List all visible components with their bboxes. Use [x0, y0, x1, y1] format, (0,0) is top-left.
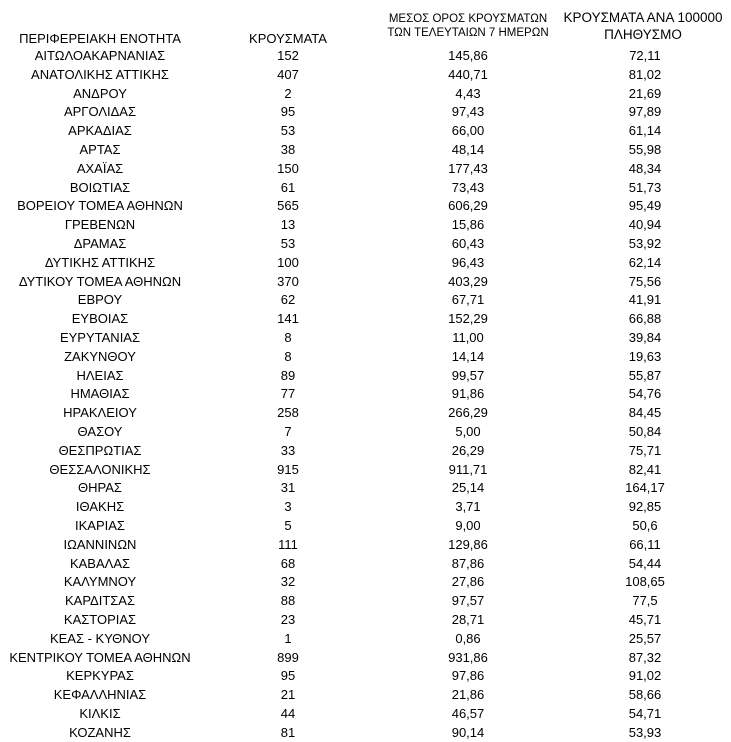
table-row [0, 724, 731, 742]
average-cell: 9,00 [455, 517, 481, 533]
average-cell: 96,43 [451, 254, 485, 270]
region-cell: ΘΑΣΟΥ [77, 423, 123, 439]
average-cell: 11,00 [452, 329, 484, 345]
per100k-cell: 97,89 [628, 104, 662, 120]
table-row [0, 141, 731, 160]
region-cell: ΖΑΚΥΝΘΟΥ [64, 348, 136, 364]
average-cell: 152,29 [448, 311, 488, 327]
table-row [0, 367, 731, 386]
table-row [0, 122, 731, 141]
region-cell: ΔΥΤΙΚΗΣ ΑΤΤΙΚΗΣ [44, 254, 156, 270]
header-average [378, 0, 558, 46]
region-cell: ΘΗΡΑΣ [78, 480, 122, 496]
cases-cell: 7 [284, 423, 292, 439]
region-cell: ΑΡΚΑΔΙΑΣ [68, 123, 132, 139]
average-cell: 403,29 [448, 273, 488, 289]
cases-cell: 21 [280, 687, 296, 703]
per100k-cell: 55,98 [628, 141, 662, 157]
region-cell: ΚΕΝΤΡΙΚΟΥ ΤΟΜΕΑ ΑΘΗΝΩΝ [9, 649, 191, 665]
table-row [0, 442, 731, 461]
table-row [0, 273, 731, 292]
cases-cell: 32 [280, 574, 296, 590]
per100k-cell: 108,65 [625, 574, 665, 590]
average-cell: 25,14 [451, 480, 485, 496]
average-cell: 14,14 [451, 348, 485, 364]
table-row [0, 85, 731, 104]
average-cell: 73,43 [451, 179, 485, 195]
region-cell: ΒΟΡΕΙΟΥ ΤΟΜΕΑ ΑΘΗΝΩΝ [17, 198, 183, 214]
average-cell: 5,00 [455, 423, 481, 439]
region-cell: ΚΕΑΣ - ΚΥΘΝΟΥ [49, 630, 151, 646]
table-row [0, 103, 731, 122]
per100k-cell: 77,5 [632, 593, 658, 609]
region-cell: ΗΛΕΙΑΣ [76, 367, 124, 383]
region-cell: ΚΑΛΥΜΝΟΥ [63, 574, 137, 590]
average-cell: 145,86 [448, 48, 488, 63]
cases-cell: 8 [284, 348, 292, 364]
table-row [0, 385, 731, 404]
cases-cell: 62 [280, 292, 296, 308]
average-cell: 28,71 [451, 611, 485, 627]
average-cell: 21,86 [451, 687, 485, 703]
table-row [0, 592, 731, 611]
average-cell: 66,00 [451, 123, 485, 139]
cases-cell: 1 [284, 630, 292, 646]
region-cell: ΑΧΑΪΑΣ [76, 160, 124, 176]
average-cell: 931,86 [448, 649, 488, 665]
table-row [0, 404, 731, 423]
region-cell: ΘΕΣΣΑΛΟΝΙΚΗΣ [49, 461, 151, 477]
cases-cell: 89 [280, 367, 296, 383]
region-cell: ΓΡΕΒΕΝΩΝ [64, 217, 136, 233]
per100k-cell: 50,6 [632, 517, 658, 533]
header-per100k [548, 0, 731, 46]
table-row [0, 66, 731, 85]
per100k-cell: 54,71 [628, 705, 662, 721]
region-cell: ΔΡΑΜΑΣ [73, 235, 127, 251]
average-cell: 27,86 [451, 574, 485, 590]
cases-cell: 899 [277, 649, 299, 665]
average-cell: 911,71 [448, 461, 488, 477]
region-cell: ΑΙΤΩΛΟΑΚΑΡΝΑΝΙΑΣ [34, 48, 166, 63]
per100k-cell: 41,91 [628, 292, 662, 308]
cases-cell: 915 [277, 461, 299, 477]
table-row [0, 235, 731, 254]
table-row [0, 197, 731, 216]
cases-cell: 31 [280, 480, 296, 496]
cases-cell: 8 [284, 329, 292, 345]
header-cases [228, 0, 348, 46]
header-per100k-line1: ΚΡΟΥΣΜΑΤΑ ΑΝΑ 100000 [563, 10, 723, 25]
table-row [0, 329, 731, 348]
header-cases-label: ΚΡΟΥΣΜΑΤΑ [249, 31, 327, 46]
table-row [0, 573, 731, 592]
table-row [0, 686, 731, 705]
average-cell: 440,71 [448, 66, 488, 82]
per100k-cell: 164,17 [625, 480, 665, 496]
region-cell: ΑΡΤΑΣ [79, 141, 121, 157]
cases-cell: 61 [280, 179, 296, 195]
header-average-line1: ΜΕΣΟΣ ΟΡΟΣ ΚΡΟΥΣΜΑΤΩΝ [388, 13, 548, 25]
per100k-cell: 61,14 [628, 123, 662, 139]
per100k-cell: 21,69 [628, 85, 662, 101]
table-row [0, 348, 731, 367]
per100k-cell: 50,84 [628, 423, 662, 439]
per100k-cell: 87,32 [628, 649, 662, 665]
per100k-cell: 84,45 [628, 405, 662, 421]
region-cell: ΚΑΒΑΛΑΣ [69, 555, 131, 571]
average-cell: 3,71 [455, 499, 481, 515]
cases-cell: 111 [278, 536, 298, 552]
per100k-cell: 54,44 [628, 555, 662, 571]
average-cell: 67,71 [451, 292, 485, 308]
cases-cell: 95 [280, 668, 296, 684]
average-cell: 129,86 [448, 536, 488, 552]
cases-cell: 5 [284, 517, 292, 533]
per100k-cell: 45,71 [628, 611, 662, 627]
per100k-cell: 40,94 [628, 217, 662, 233]
cases-cell: 141 [277, 311, 299, 327]
region-cell: ΗΜΑΘΙΑΣ [70, 386, 130, 402]
per100k-cell: 48,34 [628, 160, 662, 176]
cases-cell: 13 [280, 217, 296, 233]
cases-cell: 150 [277, 160, 299, 176]
region-cell: ΑΝΔΡΟΥ [73, 85, 127, 101]
table-body [0, 47, 731, 742]
per100k-cell: 19,63 [628, 348, 662, 364]
cases-cell: 44 [280, 705, 296, 721]
per100k-cell: 81,02 [628, 66, 662, 82]
region-cell: ΕΥΡΥΤΑΝΙΑΣ [59, 329, 141, 345]
table-row [0, 47, 731, 66]
table-row [0, 160, 731, 179]
cases-cell: 2 [284, 85, 292, 101]
average-cell: 0,86 [455, 630, 481, 646]
region-cell: ΒΟΙΩΤΙΑΣ [69, 179, 131, 195]
per100k-cell: 75,71 [628, 442, 662, 458]
per100k-cell: 54,76 [628, 386, 662, 402]
header-region-label: ΠΕΡΙΦΕΡΕΙΑΚΗ ΕΝΟΤΗΤΑ [19, 31, 181, 46]
per100k-cell: 75,56 [628, 273, 662, 289]
table-row [0, 649, 731, 668]
region-cell: ΙΩΑΝΝΙΝΩΝ [63, 536, 137, 552]
cases-cell: 33 [280, 442, 296, 458]
per100k-cell: 25,57 [628, 630, 662, 646]
region-cell: ΔΥΤΙΚΟΥ ΤΟΜΕΑ ΑΘΗΝΩΝ [18, 273, 182, 289]
table-row [0, 611, 731, 630]
cases-cell: 77 [280, 386, 296, 402]
header-average-line2: ΤΩΝ ΤΕΛΕΥΤΑΙΩΝ 7 ΗΜΕΡΩΝ [387, 27, 549, 39]
cases-cell: 370 [277, 273, 299, 289]
region-cell: ΕΒΡΟΥ [77, 292, 123, 308]
per100k-cell: 95,49 [628, 198, 662, 214]
per100k-cell: 66,88 [628, 311, 662, 327]
region-cell: ΚΕΦΑΛΛΗΝΙΑΣ [53, 687, 147, 703]
average-cell: 4,43 [455, 85, 481, 101]
region-cell: ΙΘΑΚΗΣ [75, 499, 125, 515]
cases-cell: 53 [280, 235, 296, 251]
per100k-cell: 91,02 [628, 668, 662, 684]
average-cell: 97,57 [451, 593, 485, 609]
average-cell: 97,86 [451, 668, 485, 684]
average-cell: 177,43 [448, 160, 488, 176]
cases-cell: 88 [280, 593, 296, 609]
average-cell: 266,29 [448, 405, 488, 421]
average-cell: 60,43 [451, 235, 485, 251]
average-cell: 91,86 [451, 386, 485, 402]
cases-cell: 95 [280, 104, 296, 120]
region-cell: ΚΑΣΤΟΡΙΑΣ [63, 611, 137, 627]
per100k-cell: 62,14 [628, 254, 662, 270]
table-row [0, 461, 731, 480]
per100k-cell: 92,85 [628, 499, 662, 515]
average-cell: 87,86 [451, 555, 485, 571]
per100k-cell: 82,41 [628, 461, 662, 477]
region-cell: ΚΕΡΚΥΡΑΣ [66, 668, 134, 684]
per100k-cell: 58,66 [628, 687, 662, 703]
cases-cell: 100 [277, 254, 299, 270]
cases-cell: 258 [277, 405, 299, 421]
table-row [0, 291, 731, 310]
cases-cell: 68 [280, 555, 296, 571]
per100k-cell: 51,73 [628, 179, 662, 195]
region-cell: ΘΕΣΠΡΩΤΙΑΣ [58, 442, 142, 458]
per100k-cell: 55,87 [628, 367, 662, 383]
region-cell: ΚΑΡΔΙΤΣΑΣ [64, 593, 136, 609]
region-cell: ΙΚΑΡΙΑΣ [75, 517, 125, 533]
table-row [0, 630, 731, 649]
average-cell: 26,29 [451, 442, 485, 458]
table-row [0, 536, 731, 555]
average-cell: 15,86 [451, 217, 485, 233]
average-cell: 46,57 [451, 705, 485, 721]
per100k-cell: 53,92 [628, 235, 662, 251]
average-cell: 97,43 [451, 104, 485, 120]
average-cell: 606,29 [448, 198, 488, 214]
table-row [0, 479, 731, 498]
table-row [0, 517, 731, 536]
average-cell: 48,14 [451, 141, 485, 157]
cases-cell: 81 [280, 724, 296, 740]
table-row [0, 179, 731, 198]
region-cell: ΑΡΓΟΛΙΔΑΣ [63, 104, 137, 120]
region-cell: ΑΝΑΤΟΛΙΚΗΣ ΑΤΤΙΚΗΣ [31, 66, 169, 82]
cases-cell: 407 [277, 66, 299, 82]
header-region [0, 0, 200, 46]
cases-cell: 152 [277, 48, 299, 63]
per100k-cell: 53,93 [628, 724, 662, 740]
cases-cell: 38 [280, 141, 296, 157]
table-row [0, 498, 731, 517]
table-row [0, 667, 731, 686]
region-cell: ΚΟΖΑΝΗΣ [69, 724, 131, 740]
per100k-cell: 72,11 [629, 48, 661, 63]
cases-cell: 565 [277, 198, 299, 214]
table-row [0, 216, 731, 235]
average-cell: 99,57 [451, 367, 485, 383]
table-row [0, 555, 731, 574]
average-cell: 90,14 [451, 724, 485, 740]
cases-cell: 3 [284, 499, 292, 515]
table-row [0, 705, 731, 724]
cases-cell: 53 [280, 123, 296, 139]
table-row [0, 254, 731, 273]
region-cell: ΗΡΑΚΛΕΙΟΥ [63, 405, 137, 421]
table-row [0, 310, 731, 329]
cases-cell: 23 [280, 611, 296, 627]
region-cell: ΕΥΒΟΙΑΣ [71, 311, 129, 327]
table-row [0, 423, 731, 442]
header-per100k-line2: ΠΛΗΘΥΣΜΟ [604, 27, 682, 42]
per100k-cell: 66,11 [629, 536, 661, 552]
region-cell: ΚΙΛΚΙΣ [79, 705, 121, 721]
per100k-cell: 39,84 [628, 329, 662, 345]
